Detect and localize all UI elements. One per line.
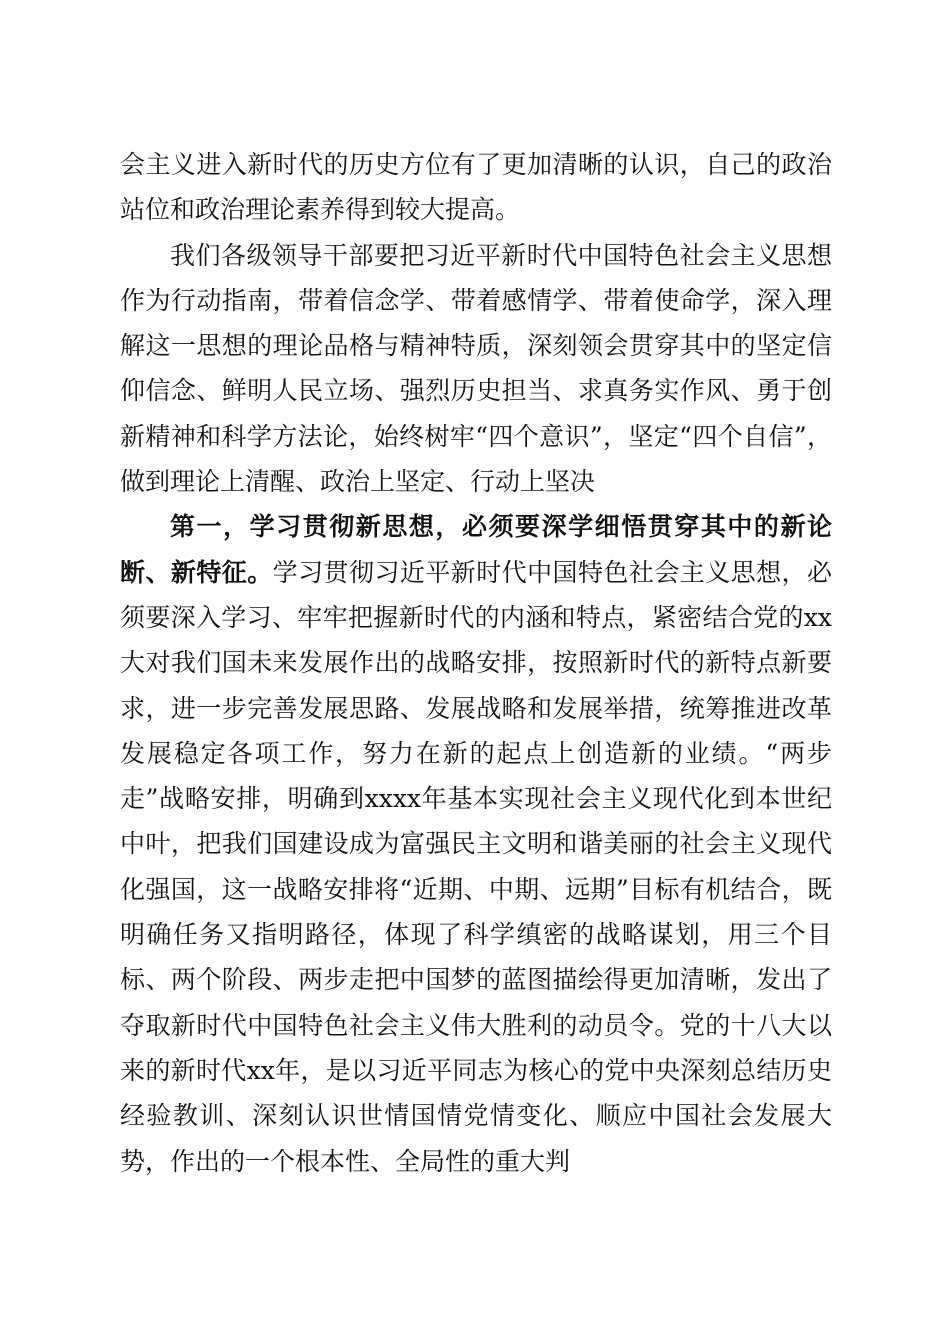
paragraph-2-text: 我们各级领导干部要把习近平新时代中国特色社会主义思想作为行动指南，带着信念学、带着感情学、带着使命学，深入理解这一思想的理论品格与精神特质，深刻领会贯穿其中的坚定信仰信念、鲜明人民立场、强烈历史担当、求真务实作风、勇于创新精神和科学方法论，始终树牢“四个意识”，坚定“四个自信”，做到理论上清醒、政治上坚定、行动上坚决 — [120, 240, 832, 497]
document-body — [120, 142, 832, 1184]
paragraph-3-heading: 第一，学习贯彻新思想，必须要深学细悟贯穿其中的新论断、新特征。 — [120, 512, 832, 587]
paragraph-1 — [120, 142, 832, 233]
paragraph-2 — [120, 233, 832, 505]
paragraph-3-text: 学习贯彻习近平新时代中国特色社会主义思想，必须要深入学习、牢牢把握新时代的内涵和特点，紧密结合党的xx大对我们国未来发展作出的战略安排，按照新时代的新特点新要求，进一步完善发展思路、发展战略和发展举措，统筹推进改革发展稳定各项工作，努力在新的起点上创造新的业绩。“两步走”战略安排，明确到xxxx年基本实现社会主义现代化到本世纪中叶，把我们国建设成为富强民主文明和谐美丽的社会主义现代化强国，这一战略安排将“近期、中期、远期”目标有机结合，既明确任务又指明路径，体现了科学缜密的战略谋划，用三个目标、两个阶段、两步走把中国梦的蓝图描绘得更加清晰，发出了夺取新时代中国特色社会主义伟大胜利的动员令。党的十八大以来的新时代xx年，是以习近平同志为核心的党中央深刻总结历史经验教训、深刻认识世情国情党情变化、顺应中国社会发展大势，作出的一个根本性、全局性的重大判 — [120, 557, 832, 1176]
paragraph-1-text: 会主义进入新时代的历史方位有了更加清晰的认识，自己的政治站位和政治理论素养得到较大提高。 — [120, 150, 832, 225]
paragraph-3 — [120, 504, 832, 1183]
